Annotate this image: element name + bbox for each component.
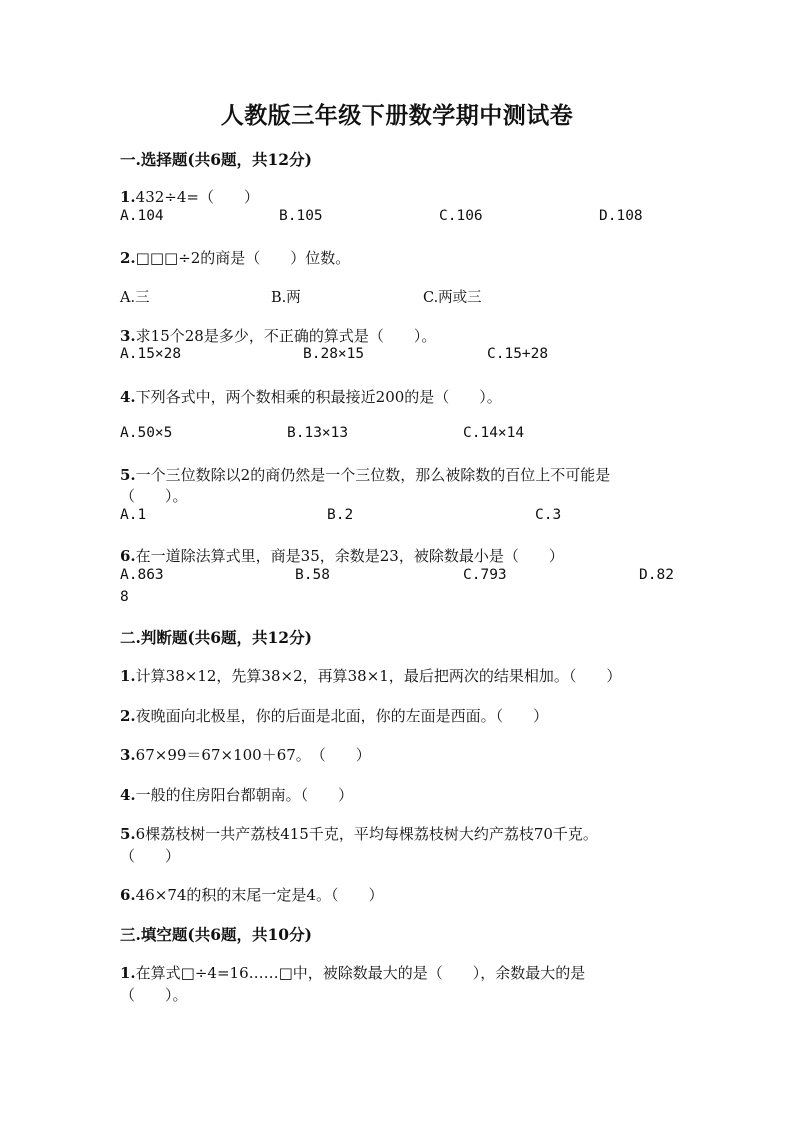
question-number: 5. bbox=[120, 466, 136, 484]
judge-question-2 bbox=[120, 705, 548, 726]
option-c: C.3 bbox=[535, 507, 562, 523]
option-b: B.13×13 bbox=[287, 425, 349, 441]
question-number: 2. bbox=[120, 707, 136, 725]
question-number: 1. bbox=[120, 188, 136, 206]
option-d-wrap: 8 bbox=[120, 589, 129, 605]
page-title: 人教版三年级下册数学期中测试卷 bbox=[220, 102, 574, 129]
question-text: 67×99＝67×100＋67。 （ ） bbox=[135, 746, 371, 764]
section-heading-fill: 三.填空题(共6题，共10分) bbox=[120, 925, 312, 944]
question-number: 4. bbox=[120, 786, 136, 804]
judge-question-5-continued: （ ） bbox=[120, 847, 181, 865]
question-number: 1. bbox=[120, 667, 136, 685]
option-c: C.两或三 bbox=[423, 290, 482, 306]
option-c: C.15+28 bbox=[487, 346, 549, 362]
judge-question-1 bbox=[120, 665, 621, 686]
judge-question-5 bbox=[120, 823, 598, 844]
option-a: A.三 bbox=[120, 290, 150, 306]
fill-question-1 bbox=[120, 962, 585, 983]
question-text: 一般的住房阳台都朝南。（ ） bbox=[135, 786, 354, 804]
question-text: 求15个28是多少，不正确的算式是（ ）。 bbox=[135, 327, 437, 345]
question-text: 计算38×12，先算38×2，再算38×1，最后把两次的结果相加。（ ） bbox=[135, 667, 622, 685]
option-d: D.82 bbox=[639, 567, 674, 583]
question-number: 4. bbox=[120, 388, 136, 406]
question-text: 在一道除法算式里，商是35，余数是23，被除数最小是（ ） bbox=[135, 547, 564, 565]
question-number: 5. bbox=[120, 825, 136, 843]
question-number: 1. bbox=[120, 964, 136, 982]
question-number: 2. bbox=[120, 249, 136, 267]
question-number: 6. bbox=[120, 886, 136, 904]
judge-question-6 bbox=[120, 884, 383, 905]
question-text: 6棵荔枝树一共产荔枝415千克，平均每棵荔枝树大约产荔枝70千克。 bbox=[135, 825, 598, 843]
option-d: D.108 bbox=[599, 208, 643, 224]
question-number: 3. bbox=[120, 746, 136, 764]
choice-question-2 bbox=[120, 247, 350, 268]
judge-question-4 bbox=[120, 784, 353, 805]
question-number: 6. bbox=[120, 547, 136, 565]
section-heading-judge: 二.判断题(共6题，共12分) bbox=[120, 628, 312, 647]
choice-question-1 bbox=[120, 186, 259, 207]
fill-question-1-continued: （ ）。 bbox=[120, 986, 188, 1004]
option-b: B.两 bbox=[271, 290, 301, 306]
question-text: 46×74的积的末尾一定是4。（ ） bbox=[135, 886, 384, 904]
choice-question-5-continued: （ ）。 bbox=[120, 487, 188, 505]
option-a: A.15×28 bbox=[120, 346, 182, 362]
option-a: A.1 bbox=[120, 507, 147, 523]
choice-question-5 bbox=[120, 464, 610, 485]
option-c: C.106 bbox=[439, 208, 483, 224]
question-text: □□□÷2的商是（ ）位数。 bbox=[135, 249, 351, 267]
choice-question-6 bbox=[120, 545, 564, 566]
option-b: B.2 bbox=[327, 507, 354, 523]
option-b: B.58 bbox=[295, 567, 330, 583]
option-a: A.50×5 bbox=[120, 425, 173, 441]
question-number: 3. bbox=[120, 327, 136, 345]
choice-question-3 bbox=[120, 325, 436, 346]
option-a: A.863 bbox=[120, 567, 164, 583]
option-c: C.14×14 bbox=[463, 425, 525, 441]
question-text: 下列各式中，两个数相乘的积最接近200的是（ ）。 bbox=[135, 388, 502, 406]
question-text: 一个三位数除以2的商仍然是一个三位数，那么被除数的百位上不可能是 bbox=[135, 466, 611, 484]
choice-question-4 bbox=[120, 386, 502, 407]
option-b: B.105 bbox=[279, 208, 323, 224]
question-text: 在算式□÷4=16……□中，被除数最大的是（ ），余数最大的是 bbox=[135, 964, 586, 982]
option-a: A.104 bbox=[120, 208, 164, 224]
option-c: C.793 bbox=[463, 567, 507, 583]
option-b: B.28×15 bbox=[303, 346, 365, 362]
question-text: 432÷4=（ ） bbox=[135, 188, 259, 206]
question-text: 夜晚面向北极星，你的后面是北面，你的左面是西面。（ ） bbox=[135, 707, 549, 725]
judge-question-3 bbox=[120, 744, 371, 765]
section-heading-choice: 一.选择题(共6题，共12分) bbox=[120, 150, 312, 169]
